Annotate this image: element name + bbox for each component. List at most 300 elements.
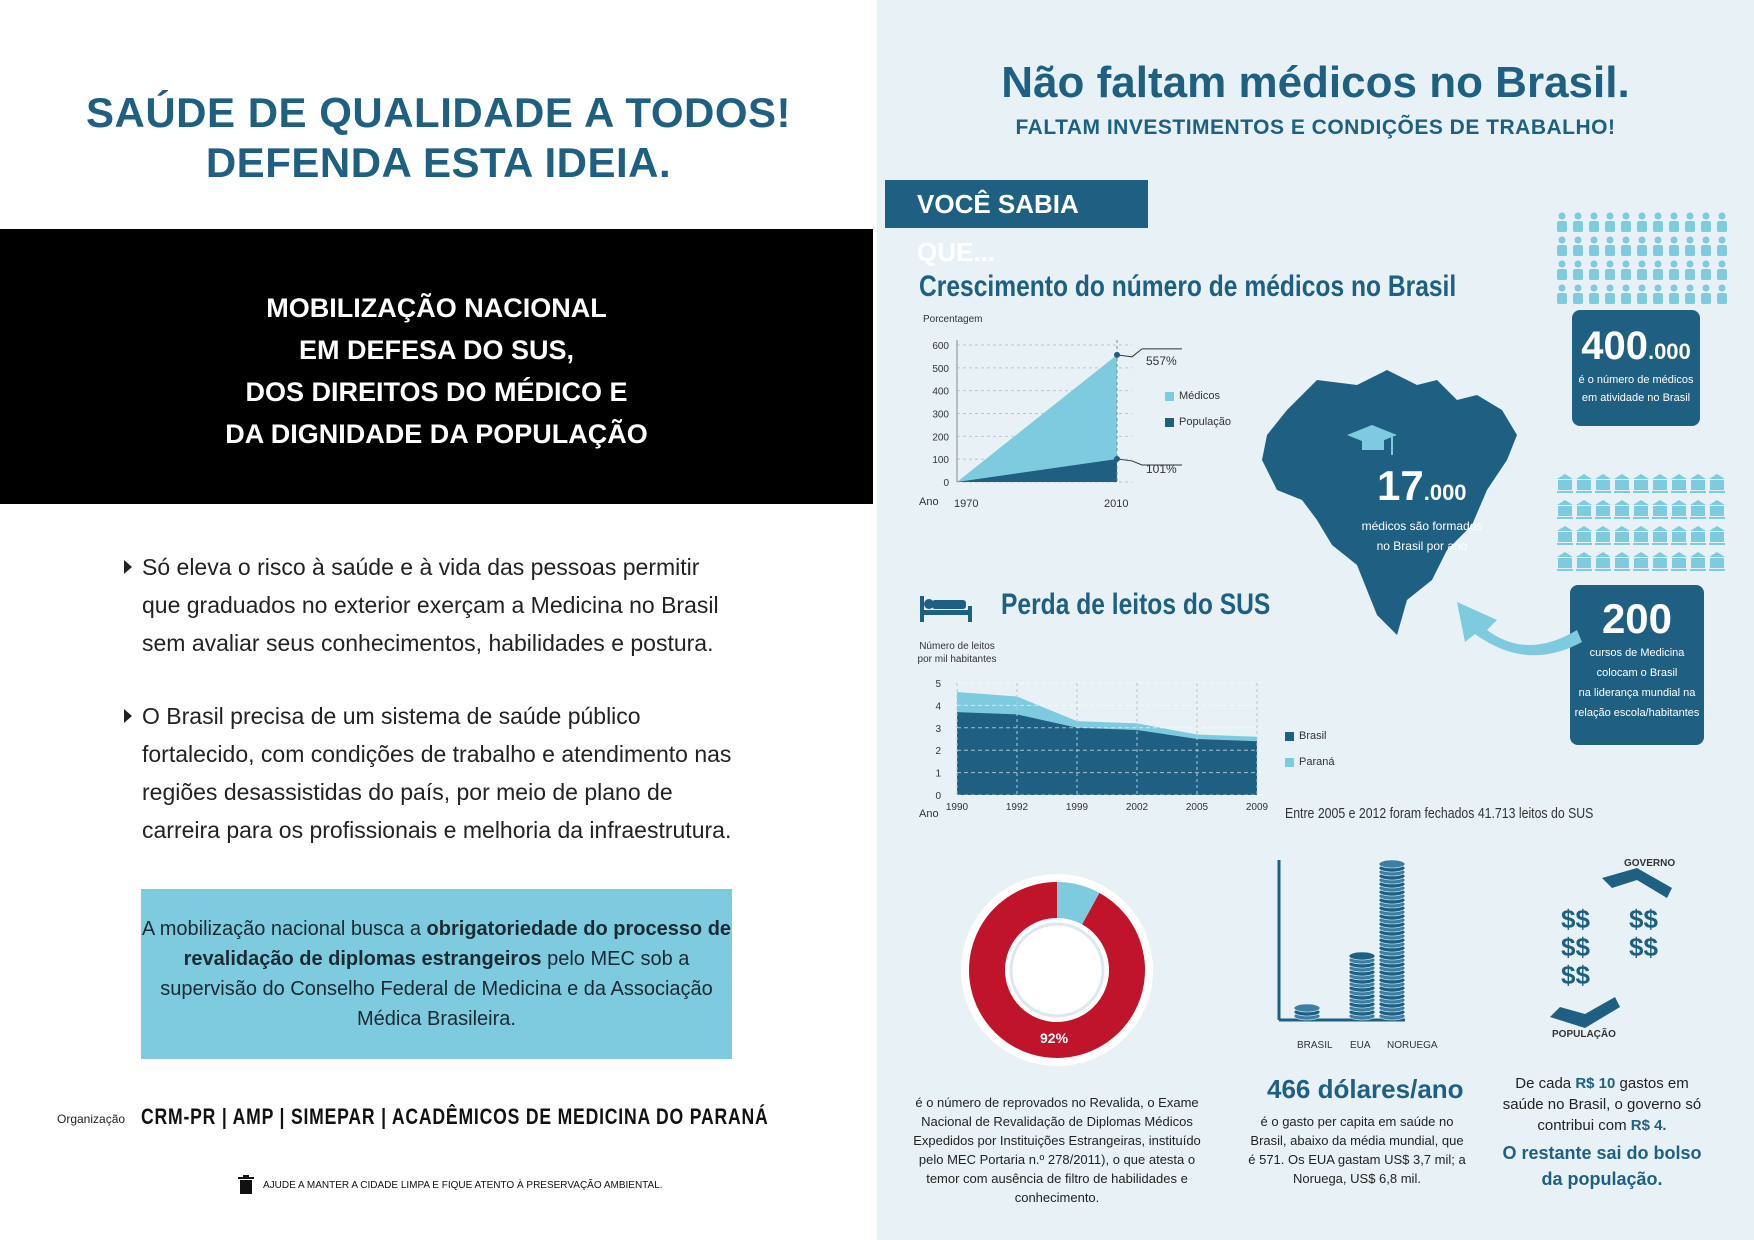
school-body-icon — [1596, 506, 1610, 516]
school-base-icon — [1595, 543, 1611, 545]
person-icon — [1687, 237, 1694, 244]
person-body-icon — [1621, 293, 1631, 304]
person-icon — [1687, 213, 1694, 220]
bullet-2-text: O Brasil precisa de um sistema de saúde público fortalecido, com condições de trabalho e atendimento nas regiões desassistidas do país, por meio de plano de carreira para os profissionais e melhoria da infraestrutura. — [142, 703, 732, 843]
person-icon — [1607, 261, 1614, 268]
school-body-icon — [1596, 558, 1610, 568]
bullet-arrow-icon — [124, 560, 132, 574]
left-title-line1: SAÚDE DE QUALIDADE A TODOS! — [86, 89, 791, 136]
person-icon — [1591, 261, 1598, 268]
revalidation-box — [141, 889, 732, 1059]
beds-chart — [877, 670, 1277, 820]
cyan-pre: A mobilização nacional busca a — [141, 918, 427, 940]
school-body-icon — [1577, 532, 1591, 542]
school-body-icon — [1558, 506, 1572, 516]
stat2-desc1: médicos são formados — [1361, 519, 1483, 533]
school-icon — [1690, 526, 1706, 531]
person-body-icon — [1573, 245, 1583, 256]
school-icon — [1576, 526, 1592, 531]
person-icon — [1607, 237, 1614, 244]
beds-xtick: 1992 — [1005, 802, 1029, 813]
beds-xtick: 1999 — [1065, 802, 1089, 813]
school-base-icon — [1633, 569, 1649, 571]
school-base-icon — [1614, 543, 1630, 545]
stat2-desc2: no Brasil por ano — [1376, 539, 1468, 553]
donut-caption: é o número de reprovados no Revalida, o Exame Nacional de Revalidação de Diplomas Médicos Expedidos por Instituições Estrangeiras, instituído pelo MEC Portaria n.º 278/2011), o que atesta o temor com ausência de filtro de habilidades e conhecimento. — [913, 1095, 1201, 1205]
person-body-icon — [1669, 221, 1679, 232]
stat1-big: 400 — [1581, 324, 1648, 368]
stat3-big: 200 — [1601, 595, 1673, 642]
person-icon — [1703, 285, 1710, 292]
person-body-icon — [1557, 221, 1567, 232]
school-body-icon — [1596, 480, 1610, 490]
coins-title: 466 dólares/ano — [1267, 1074, 1464, 1104]
school-base-icon — [1690, 569, 1706, 571]
gov-val1: R$ 10 — [1575, 1075, 1616, 1092]
school-icon — [1614, 526, 1630, 531]
person-icon — [1703, 237, 1710, 244]
school-base-icon — [1690, 491, 1706, 493]
person-body-icon — [1573, 221, 1583, 232]
school-base-icon — [1557, 543, 1573, 545]
school-icon — [1709, 552, 1725, 557]
coin-label-brasil: BRASIL — [1297, 1040, 1333, 1051]
bullet-arrow-icon — [124, 709, 132, 723]
bullet-1 — [124, 548, 744, 662]
school-icon — [1633, 552, 1649, 557]
growth-tick-2010: 2010 — [1104, 498, 1129, 510]
person-icon — [1559, 285, 1566, 292]
person-body-icon — [1573, 269, 1583, 280]
school-body-icon — [1653, 558, 1667, 568]
box-line1: MOBILIZAÇÃO NACIONAL — [266, 293, 607, 323]
growth-tick-1970: 1970 — [954, 498, 979, 510]
school-base-icon — [1557, 517, 1573, 519]
stat2-number — [1377, 462, 1467, 510]
voce-sabia-banner: VOCÊ SABIA QUE... — [885, 180, 1148, 228]
organization-list: CRM-PR | AMP | SIMEPAR | ACADÊMICOS DE MEDICINA DO PARANÁ — [141, 1104, 769, 1129]
right-subtitle: FALTAM INVESTIMENTOS E CONDIÇÕES DE TRABALHO! — [1015, 116, 1616, 139]
school-body-icon — [1653, 480, 1667, 490]
person-body-icon — [1637, 245, 1647, 256]
school-icon — [1595, 474, 1611, 479]
growth-y-label: Porcentagem — [923, 314, 983, 325]
growth-ytick: 400 — [932, 386, 949, 398]
school-icon — [1557, 526, 1573, 531]
school-body-icon — [1634, 532, 1648, 542]
person-body-icon — [1685, 245, 1695, 256]
organization-label: Organização — [57, 1112, 126, 1126]
school-icon — [1690, 474, 1706, 479]
school-icon — [1557, 474, 1573, 479]
bed-icon — [920, 588, 972, 622]
school-body-icon — [1672, 506, 1686, 516]
stat2-small: .000 — [1423, 480, 1467, 505]
person-body-icon — [1669, 269, 1679, 280]
right-title: Não faltam médicos no Brasil. — [1001, 58, 1630, 107]
person-body-icon — [1701, 293, 1711, 304]
pop-hand-icon — [1545, 992, 1625, 1028]
school-body-icon — [1558, 480, 1572, 490]
money-2: $$ — [1561, 932, 1590, 962]
annotation-557: 557% — [1146, 354, 1177, 368]
person-body-icon — [1637, 269, 1647, 280]
school-base-icon — [1633, 491, 1649, 493]
person-body-icon — [1605, 221, 1615, 232]
person-body-icon — [1653, 293, 1663, 304]
person-body-icon — [1557, 245, 1567, 256]
marker-557 — [1114, 352, 1120, 358]
school-icon — [1576, 552, 1592, 557]
legend-brasil: Brasil — [1299, 730, 1327, 742]
school-base-icon — [1576, 517, 1592, 519]
school-body-icon — [1615, 506, 1629, 516]
school-base-icon — [1557, 569, 1573, 571]
school-base-icon — [1595, 517, 1611, 519]
person-body-icon — [1621, 221, 1631, 232]
school-base-icon — [1633, 517, 1649, 519]
coins-caption: é o gasto per capita em saúde no Brasil, abaixo da média mundial, que é 571. Os EUA gastam US$ 3,7 mil; a Noruega, US$ 6,8 mil. — [1248, 1114, 1466, 1186]
school-icon — [1614, 500, 1630, 505]
box-line4: DA DIGNIDADE DA POPULAÇÃO — [225, 419, 648, 449]
person-body-icon — [1637, 221, 1647, 232]
person-icon — [1559, 261, 1566, 268]
school-icon — [1633, 474, 1649, 479]
legend-populacao: População — [1179, 416, 1231, 428]
legend-medicos: Médicos — [1179, 390, 1220, 402]
person-icon — [1671, 285, 1678, 292]
coin-stacks-chart — [1277, 860, 1407, 1050]
school-icon — [1557, 552, 1573, 557]
person-body-icon — [1685, 269, 1695, 280]
school-icon — [1595, 526, 1611, 531]
person-body-icon — [1589, 293, 1599, 304]
money-4: $$ — [1629, 904, 1658, 934]
person-body-icon — [1653, 245, 1663, 256]
person-body-icon — [1685, 221, 1695, 232]
beds-ytick: 0 — [935, 791, 941, 802]
beds-x-label: Ano — [919, 808, 939, 820]
right-panel — [877, 0, 1754, 1240]
school-base-icon — [1557, 491, 1573, 493]
school-icon — [1709, 526, 1725, 531]
school-icon — [1671, 526, 1687, 531]
stat1-small: .000 — [1647, 339, 1691, 364]
stat1-number — [1572, 324, 1700, 369]
growth-ytick: 100 — [932, 455, 949, 467]
school-icon — [1671, 474, 1687, 479]
school-base-icon — [1709, 491, 1725, 493]
school-icon — [1576, 500, 1592, 505]
school-icon — [1671, 552, 1687, 557]
pop-label: POPULAÇÃO — [1552, 1029, 1616, 1040]
person-icon — [1591, 213, 1598, 220]
person-icon — [1639, 285, 1646, 292]
beds-ytick: 5 — [935, 679, 941, 690]
school-icon — [1595, 552, 1611, 557]
person-body-icon — [1605, 293, 1615, 304]
school-body-icon — [1634, 506, 1648, 516]
bullet-1-text: Só eleva o risco à saúde e à vida das pessoas permitir que graduados no exterior exerçam a Medicina no Brasil sem avaliar seus conhecimentos, habilidades e postura. — [142, 554, 719, 656]
beds-xtick: 2005 — [1185, 802, 1209, 813]
school-icon — [1671, 500, 1687, 505]
school-icon — [1557, 500, 1573, 505]
person-body-icon — [1605, 269, 1615, 280]
school-base-icon — [1652, 569, 1668, 571]
coin-label-eua: EUA — [1350, 1040, 1371, 1051]
school-icon — [1652, 500, 1668, 505]
coin — [1349, 952, 1375, 960]
money-3: $$ — [1561, 960, 1590, 990]
school-body-icon — [1691, 506, 1705, 516]
school-icon — [1709, 474, 1725, 479]
school-base-icon — [1595, 569, 1611, 571]
person-body-icon — [1621, 269, 1631, 280]
stat2-big: 17 — [1377, 462, 1424, 509]
school-body-icon — [1691, 558, 1705, 568]
school-body-icon — [1577, 506, 1591, 516]
school-base-icon — [1709, 543, 1725, 545]
person-icon — [1671, 261, 1678, 268]
beds-xtick: 2002 — [1125, 802, 1149, 813]
school-body-icon — [1615, 558, 1629, 568]
person-icon — [1671, 213, 1678, 220]
growth-x-label: Ano — [919, 496, 939, 508]
person-icon — [1719, 213, 1726, 220]
school-icon — [1652, 552, 1668, 557]
person-body-icon — [1717, 293, 1727, 304]
money-right — [1629, 905, 1658, 961]
stat3-desc2: colocam o Brasil — [1596, 667, 1678, 679]
person-icon — [1559, 213, 1566, 220]
school-base-icon — [1690, 517, 1706, 519]
growth-ytick: 500 — [932, 363, 949, 375]
person-body-icon — [1589, 269, 1599, 280]
school-base-icon — [1671, 569, 1687, 571]
school-icon — [1614, 552, 1630, 557]
gov-hand-icon — [1597, 868, 1677, 908]
school-base-icon — [1576, 569, 1592, 571]
growth-ytick: 0 — [943, 478, 949, 489]
person-icon — [1607, 213, 1614, 220]
person-icon — [1623, 213, 1630, 220]
person-icon — [1703, 213, 1710, 220]
school-body-icon — [1615, 532, 1629, 542]
growth-ytick: 600 — [932, 341, 949, 352]
school-base-icon — [1671, 517, 1687, 519]
beds-xtick: 1990 — [945, 802, 969, 813]
beds-ytick: 3 — [935, 723, 941, 735]
gov-text1: De cada — [1515, 1075, 1576, 1092]
stat3-desc4: relação escola/habitantes — [1574, 707, 1700, 719]
cyan-post: pelo MEC sob a supervisão do Conselho Federal de Medicina e da Associação Médica Brasileira. — [160, 948, 713, 1030]
person-icon — [1575, 213, 1582, 220]
person-body-icon — [1589, 245, 1599, 256]
legend-parana-swatch — [1285, 758, 1294, 767]
school-body-icon — [1672, 532, 1686, 542]
coin — [1379, 860, 1405, 868]
school-base-icon — [1671, 543, 1687, 545]
person-body-icon — [1557, 269, 1567, 280]
school-icon — [1652, 474, 1668, 479]
school-base-icon — [1690, 543, 1706, 545]
person-body-icon — [1621, 245, 1631, 256]
box-line2: EM DEFESA DO SUS, — [298, 335, 575, 365]
person-body-icon — [1573, 293, 1583, 304]
person-icon — [1687, 285, 1694, 292]
person-icon — [1591, 285, 1598, 292]
growth-ytick: 300 — [932, 409, 949, 421]
person-icon — [1655, 261, 1662, 268]
school-body-icon — [1653, 506, 1667, 516]
beds-ytick: 2 — [935, 746, 941, 758]
stat2-desc — [1347, 516, 1497, 556]
cyan-bold: obrigatoriedade do processo de revalidação de diplomas estrangeiros — [183, 918, 732, 970]
school-icon — [1576, 474, 1592, 479]
person-icon — [1687, 261, 1694, 268]
school-base-icon — [1652, 543, 1668, 545]
stat3-desc3: na liderança mundial na — [1578, 687, 1696, 699]
person-icon — [1639, 213, 1646, 220]
school-icon — [1633, 526, 1649, 531]
person-body-icon — [1701, 221, 1711, 232]
person-icon — [1671, 237, 1678, 244]
school-body-icon — [1634, 558, 1648, 568]
person-icon — [1623, 261, 1630, 268]
stat3-desc1: cursos de Medicina — [1589, 647, 1685, 659]
person-icon — [1575, 237, 1582, 244]
school-icon — [1595, 500, 1611, 505]
person-icon — [1655, 285, 1662, 292]
trash-icon — [238, 1175, 254, 1195]
curved-arrow-icon — [1447, 590, 1587, 660]
school-body-icon — [1691, 532, 1705, 542]
school-base-icon — [1614, 517, 1630, 519]
school-base-icon — [1709, 517, 1725, 519]
school-base-icon — [1652, 491, 1668, 493]
school-body-icon — [1577, 480, 1591, 490]
person-icon — [1639, 237, 1646, 244]
beds-ytick: 4 — [935, 701, 941, 713]
school-body-icon — [1653, 532, 1667, 542]
beds-y-label: Número de leitos por mil habitantes — [917, 641, 997, 665]
school-body-icon — [1558, 558, 1572, 568]
school-body-icon — [1710, 532, 1724, 542]
money-1: $$ — [1561, 904, 1590, 934]
person-body-icon — [1669, 293, 1679, 304]
people-icons — [1552, 210, 1732, 310]
stat1-desc1: é o número de médicos — [1578, 374, 1694, 386]
legend-populacao-swatch — [1165, 418, 1174, 427]
legend-brasil-swatch — [1285, 732, 1294, 741]
legend-medicos-swatch — [1165, 392, 1174, 401]
school-body-icon — [1634, 480, 1648, 490]
school-icon — [1652, 526, 1668, 531]
marker-101 — [1114, 456, 1120, 462]
left-title-line2: DEFENDA ESTA IDEIA. — [205, 139, 672, 186]
school-base-icon — [1595, 491, 1611, 493]
person-body-icon — [1653, 221, 1663, 232]
legend-parana: Paraná — [1299, 756, 1335, 768]
person-body-icon — [1717, 269, 1727, 280]
person-body-icon — [1701, 245, 1711, 256]
gov-val2: R$ 4. — [1630, 1117, 1667, 1134]
school-body-icon — [1672, 558, 1686, 568]
growth-chart-title: Crescimento do número de médicos no Brasil — [919, 270, 1457, 303]
school-base-icon — [1614, 569, 1630, 571]
person-body-icon — [1717, 221, 1727, 232]
money-5: $$ — [1629, 932, 1658, 962]
person-icon — [1575, 261, 1582, 268]
person-body-icon — [1589, 221, 1599, 232]
school-body-icon — [1672, 480, 1686, 490]
person-icon — [1559, 237, 1566, 244]
person-icon — [1655, 213, 1662, 220]
box-line3: DOS DIREITOS DO MÉDICO E — [245, 377, 628, 407]
person-icon — [1655, 237, 1662, 244]
school-base-icon — [1633, 543, 1649, 545]
person-body-icon — [1637, 293, 1647, 304]
person-body-icon — [1669, 245, 1679, 256]
person-body-icon — [1605, 245, 1615, 256]
person-icon — [1607, 285, 1614, 292]
person-body-icon — [1557, 293, 1567, 304]
gov-text2: gastos em saúde no Brasil, o governo só contribui com — [1502, 1075, 1702, 1134]
growth-ytick: 200 — [932, 432, 949, 444]
person-body-icon — [1701, 269, 1711, 280]
left-title — [0, 88, 877, 188]
person-icon — [1639, 261, 1646, 268]
school-body-icon — [1710, 558, 1724, 568]
gov-text — [1502, 1073, 1702, 1192]
mobilization-box — [0, 229, 873, 504]
school-icons — [1552, 472, 1732, 582]
person-icon — [1575, 285, 1582, 292]
stat1-box — [1572, 310, 1700, 426]
person-icon — [1623, 285, 1630, 292]
beds-chart-title: Perda de leitos do SUS — [1001, 588, 1271, 621]
person-icon — [1591, 237, 1598, 244]
school-icon — [1690, 500, 1706, 505]
person-body-icon — [1653, 269, 1663, 280]
school-body-icon — [1558, 532, 1572, 542]
coin-label-noruega: NORUEGA — [1387, 1040, 1438, 1051]
money-left — [1561, 905, 1590, 989]
person-body-icon — [1685, 293, 1695, 304]
bullet-2 — [124, 697, 744, 849]
person-icon — [1719, 285, 1726, 292]
person-icon — [1623, 237, 1630, 244]
beds-xtick: 2009 — [1245, 802, 1269, 813]
school-icon — [1709, 500, 1725, 505]
school-body-icon — [1577, 558, 1591, 568]
beds-ytick: 1 — [935, 768, 941, 780]
gov-text3: O restante sai do bolso da população. — [1502, 1143, 1702, 1189]
coin — [1294, 1004, 1320, 1012]
school-body-icon — [1710, 506, 1724, 516]
school-body-icon — [1691, 480, 1705, 490]
person-icon — [1719, 237, 1726, 244]
annotation-101: 101% — [1146, 462, 1177, 476]
stat1-desc2: em atividade no Brasil — [1581, 392, 1691, 404]
school-body-icon — [1615, 480, 1629, 490]
school-icon — [1690, 552, 1706, 557]
school-icon — [1614, 474, 1630, 479]
person-body-icon — [1717, 245, 1727, 256]
leitos-note: Entre 2005 e 2012 foram fechados 41.713 leitos do SUS — [1285, 805, 1594, 822]
school-base-icon — [1671, 491, 1687, 493]
school-base-icon — [1709, 569, 1725, 571]
